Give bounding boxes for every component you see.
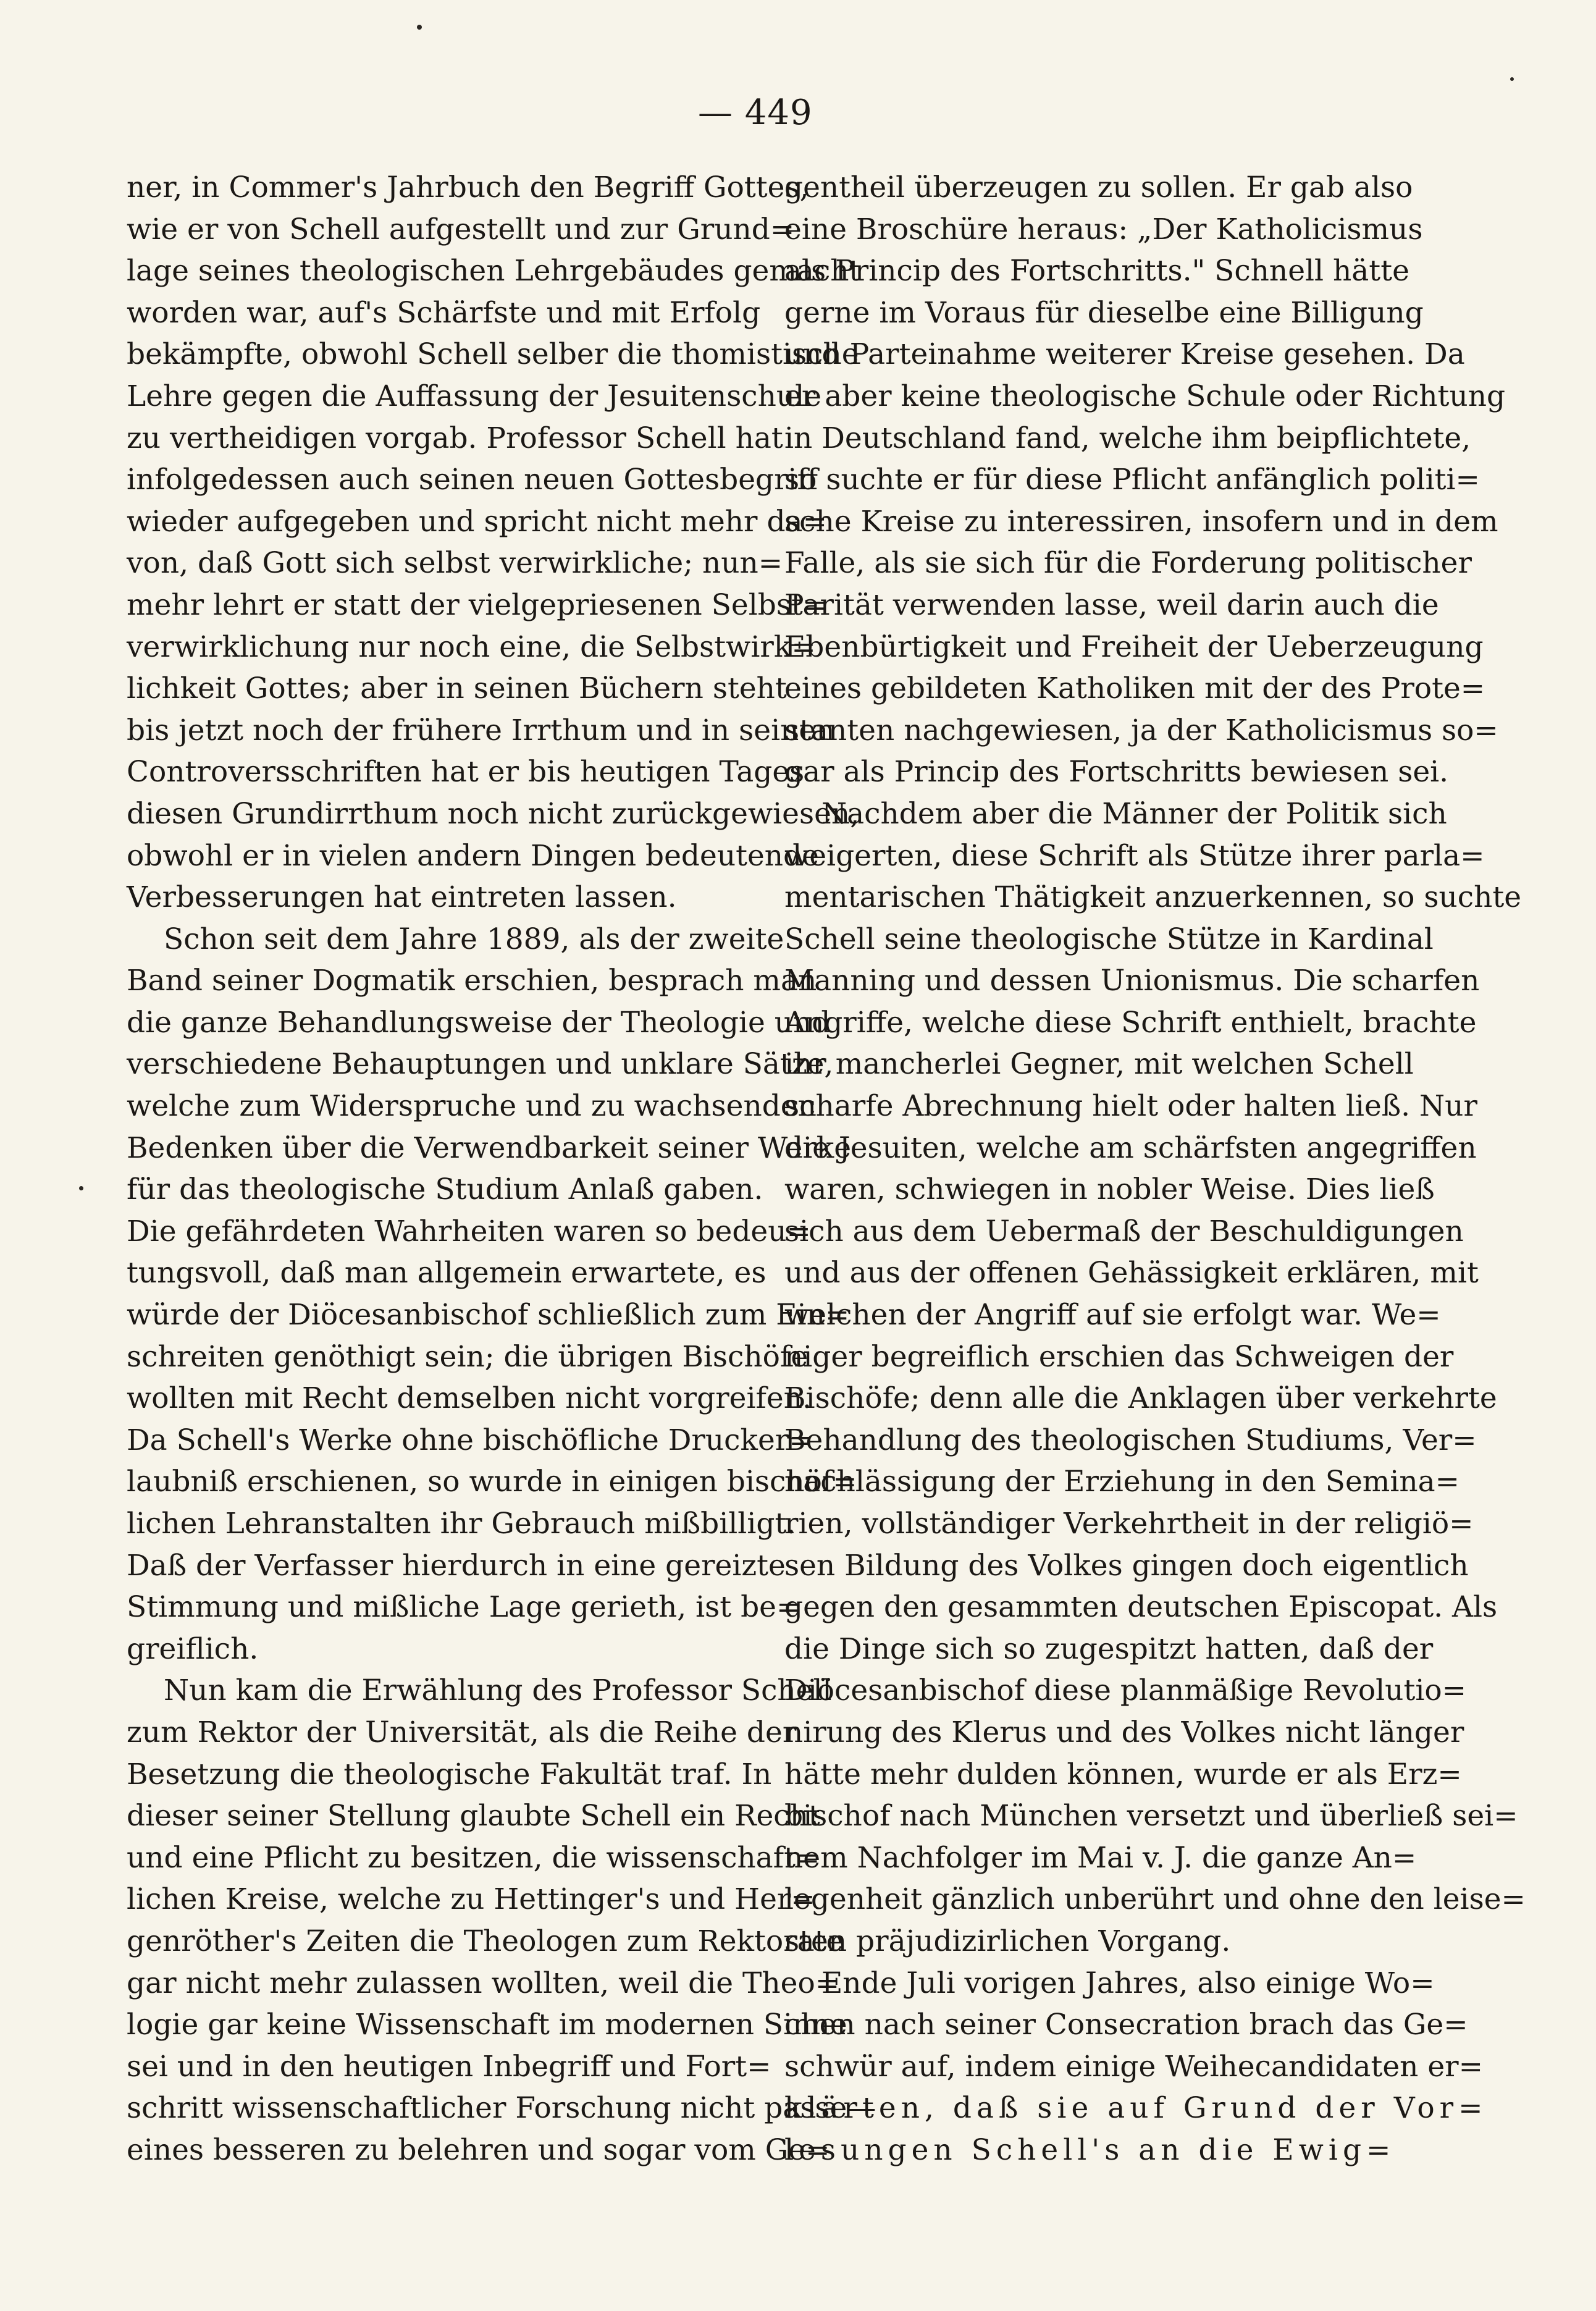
text-line: weigerten, diese Schrift als Stütze ihrer parla=: [784, 838, 1485, 873]
text-line: welche zum Widerspruche und zu wachsenden: [127, 1089, 817, 1124]
text-line: Schon seit dem Jahre 1889, als der zweite: [164, 922, 784, 956]
text-line: Parität verwenden lasse, weil darin auch die: [784, 587, 1439, 622]
ink-speck: [79, 1186, 83, 1190]
text-line: die Jesuiten, welche am schärfsten angegriffen: [784, 1130, 1477, 1165]
text-line: zum Rektor der Universität, als die Reihe der: [127, 1715, 797, 1749]
text-line: lichen Kreise, welche zu Hettinger's und Her=: [127, 1882, 815, 1917]
text-line: Nun kam die Erwählung des Professor Schell: [164, 1673, 832, 1708]
text-line: genröther's Zeiten die Theologen zum Rektorate: [127, 1924, 844, 1958]
text-line: Lehre gegen die Auffassung der Jesuitenschule: [127, 379, 822, 413]
text-line: niger begreiflich erschien das Schweigen der: [784, 1339, 1454, 1374]
text-line: wie er von Schell aufgestellt und zur Grund=: [127, 212, 795, 246]
text-line: schritt wissenschaftlicher Forschung nicht passe—: [127, 2091, 876, 2126]
text-line: lage seines theologischen Lehrgebäudes gemacht: [127, 254, 861, 288]
text-line: verschiedene Behauptungen und unklare Sätze,: [127, 1047, 834, 1082]
text-line: stanten nachgewiesen, ja der Katholicismus so=: [784, 713, 1498, 747]
right-text-column: [784, 167, 1526, 2171]
text-line: eines besseren zu belehren und sogar vom Ge=: [127, 2132, 830, 2167]
text-line: Bischöfe; denn alle die Anklagen über verkehrte: [784, 1381, 1497, 1416]
text-line: gegen den gesammten deutschen Episcopat. Als: [784, 1590, 1498, 1625]
text-line: lichen Lehranstalten ihr Gebrauch mißbilligt.: [127, 1507, 796, 1541]
text-line: nem Nachfolger im Mai v. J. die ganze An=: [784, 1840, 1417, 1875]
text-line: sei und in den heutigen Inbegriff und Fort=: [127, 2049, 771, 2084]
text-line: gar nicht mehr zulassen wollten, weil die Theo=: [127, 1966, 840, 2000]
text-line: in Deutschland fand, welche ihm beipflichtete,: [784, 421, 1471, 455]
text-line: welchen der Angriff auf sie erfolgt war. We=: [784, 1298, 1441, 1332]
text-line: sich aus dem Uebermaß der Beschuldigungen: [784, 1214, 1464, 1248]
text-line: Manning und dessen Unionismus. Die scharfen: [784, 964, 1480, 998]
text-line: für das theologische Studium Anlaß gaben.: [127, 1172, 763, 1207]
text-line: Falle, als sie sich für die Forderung politischer: [784, 546, 1472, 581]
text-line: mentarischen Thätigkeit anzuerkennen, so suchte: [784, 880, 1522, 915]
text-line: verwirklichung nur noch eine, die Selbstwirk=: [127, 629, 816, 664]
text-line: und eine Pflicht zu besitzen, die wissenschaft=: [127, 1840, 820, 1875]
text-line: Diöcesanbischof diese planmäßige Revolutio=: [784, 1673, 1467, 1708]
text-line: gar als Princip des Fortschritts bewiesen sei.: [784, 755, 1449, 789]
text-line: waren, schwiegen in nobler Weise. Dies ließ: [784, 1172, 1435, 1207]
text-line: Da Schell's Werke ohne bischöfliche Drucker=: [127, 1423, 813, 1457]
text-line: hätte mehr dulden können, wurde er als Erz=: [784, 1757, 1462, 1791]
text-line: Ende Juli vorigen Jahres, also einige Wo=: [821, 1966, 1435, 2000]
ink-speck: [1510, 77, 1514, 81]
text-line: so suchte er für diese Pflicht anfänglich politi=: [784, 463, 1480, 497]
text-line: zu vertheidigen vorgab. Professor Schell hat: [127, 421, 783, 455]
text-line: Behandlung des theologischen Studiums, Ver=: [784, 1423, 1477, 1457]
left-text-column: [127, 167, 876, 2171]
text-line: Stimmung und mißliche Lage gerieth, ist be=: [127, 1590, 801, 1625]
text-line: schreiten genöthigt sein; die übrigen Bischöfe: [127, 1339, 808, 1374]
text-line: sen Bildung des Volkes gingen doch eigentlich: [784, 1548, 1469, 1583]
text-line: greiflich.: [127, 1631, 259, 1666]
text-line: von, daß Gott sich selbst verwirkliche; nun=: [127, 546, 783, 581]
text-line: er aber keine theologische Schule oder Richtung: [784, 379, 1506, 413]
text-line: mehr lehrt er statt der vielgepriesenen Selbst=: [127, 587, 828, 622]
page-number: — 449: [698, 93, 813, 133]
text-line: eine Broschüre heraus: „Der Katholicismus: [784, 212, 1423, 246]
ink-speck: [417, 25, 422, 30]
text-line: schwür auf, indem einige Weihecandidaten er=: [784, 2049, 1484, 2084]
text-line: gentheil überzeugen zu sollen. Er gab also: [784, 170, 1413, 204]
text-line: Die gefährdeten Wahrheiten waren so bedeu=: [127, 1214, 811, 1248]
text-line: scharfe Abrechnung hielt oder halten ließ. Nur: [784, 1089, 1477, 1124]
text-line: Verbesserungen hat eintreten lassen.: [127, 880, 677, 915]
text-line: Angriffe, welche diese Schrift enthielt, brachte: [784, 1005, 1477, 1040]
text-line: und aus der offenen Gehässigkeit erklären, mit: [784, 1256, 1479, 1290]
text-line: als Princip des Fortschritts." Schnell hätte: [784, 254, 1409, 288]
text-line: tungsvoll, daß man allgemein erwartete, es: [127, 1256, 766, 1290]
text-line: Bedenken über die Verwendbarkeit seiner Werke: [127, 1130, 852, 1165]
text-line: wollten mit Recht demselben nicht vorgreifen.: [127, 1381, 812, 1416]
text-line: sche Kreise zu interessiren, insofern und in dem: [784, 504, 1498, 539]
text-line: Besetzung die theologische Fakultät traf. In: [127, 1757, 772, 1791]
text-line: laubniß erschienen, so wurde in einigen bischöf=: [127, 1465, 857, 1499]
text-line: lichkeit Gottes; aber in seinen Büchern steht: [127, 671, 787, 706]
text-line: die Dinge sich so zugespitzt hatten, daß der: [784, 1631, 1434, 1666]
text-line: logie gar keine Wissenschaft im modernen Sinne: [127, 2008, 847, 2042]
text-line: sten präjudizirlichen Vorgang.: [784, 1924, 1231, 1958]
text-line: klärten, daß sie auf Grund der Vor=: [784, 2091, 1488, 2126]
text-line: ihr mancherlei Gegner, mit welchen Schell: [784, 1047, 1414, 1082]
text-line: Controversschriften hat er bis heutigen Tages: [127, 755, 805, 789]
text-line: nirung des Klerus und des Volkes nicht länger: [784, 1715, 1464, 1749]
text-line: würde der Diöcesanbischof schließlich zum Ein=: [127, 1298, 850, 1332]
text-line: und Parteinahme weiterer Kreise gesehen. Da: [784, 337, 1465, 372]
text-line: Nachdem aber die Männer der Politik sich: [821, 796, 1447, 831]
text-line: legenheit gänzlich unberührt und ohne den leise=: [784, 1882, 1526, 1917]
text-line: Schell seine theologische Stütze in Kardinal: [784, 922, 1434, 956]
text-line: infolgedessen auch seinen neuen Gottesbegriff: [127, 463, 818, 497]
text-line: dieser seiner Stellung glaubte Schell ein Recht: [127, 1799, 820, 1833]
text-line: rien, vollständiger Verkehrtheit in der religiö=: [784, 1507, 1474, 1541]
text-line: bischof nach München versetzt und überließ sei=: [784, 1799, 1518, 1833]
text-line: die ganze Behandlungsweise der Theologie und: [127, 1005, 831, 1040]
text-line: obwohl er in vielen andern Dingen bedeutende: [127, 838, 819, 873]
text-line: worden war, auf's Schärfste und mit Erfolg: [127, 295, 761, 330]
text-line: Daß der Verfasser hierdurch in eine gereizte: [127, 1548, 786, 1583]
text-line: bis jetzt noch der frühere Irrthum und in seinen: [127, 713, 835, 747]
text-line: eines gebildeten Katholiken mit der des Prote=: [784, 671, 1485, 706]
text-line: Ebenbürtigkeit und Freiheit der Ueberzeugung: [784, 629, 1484, 664]
text-line: lesungen Schell's an die Ewig=: [784, 2132, 1396, 2167]
text-line: wieder aufgegeben und spricht nicht mehr da=: [127, 504, 827, 539]
text-line: diesen Grundirrthum noch nicht zurückgewiesen,: [127, 796, 860, 831]
text-line: chen nach seiner Consecration brach das Ge=: [784, 2008, 1468, 2042]
text-line: gerne im Voraus für dieselbe eine Billigung: [784, 295, 1424, 330]
text-line: nachlässigung der Erziehung in den Semina=: [784, 1465, 1460, 1499]
text-line: Band seiner Dogmatik erschien, besprach man: [127, 964, 817, 998]
text-line: bekämpfte, obwohl Schell selber die thomistische: [127, 337, 859, 372]
text-line: ner, in Commer's Jahrbuch den Begriff Gottes,: [127, 170, 809, 204]
